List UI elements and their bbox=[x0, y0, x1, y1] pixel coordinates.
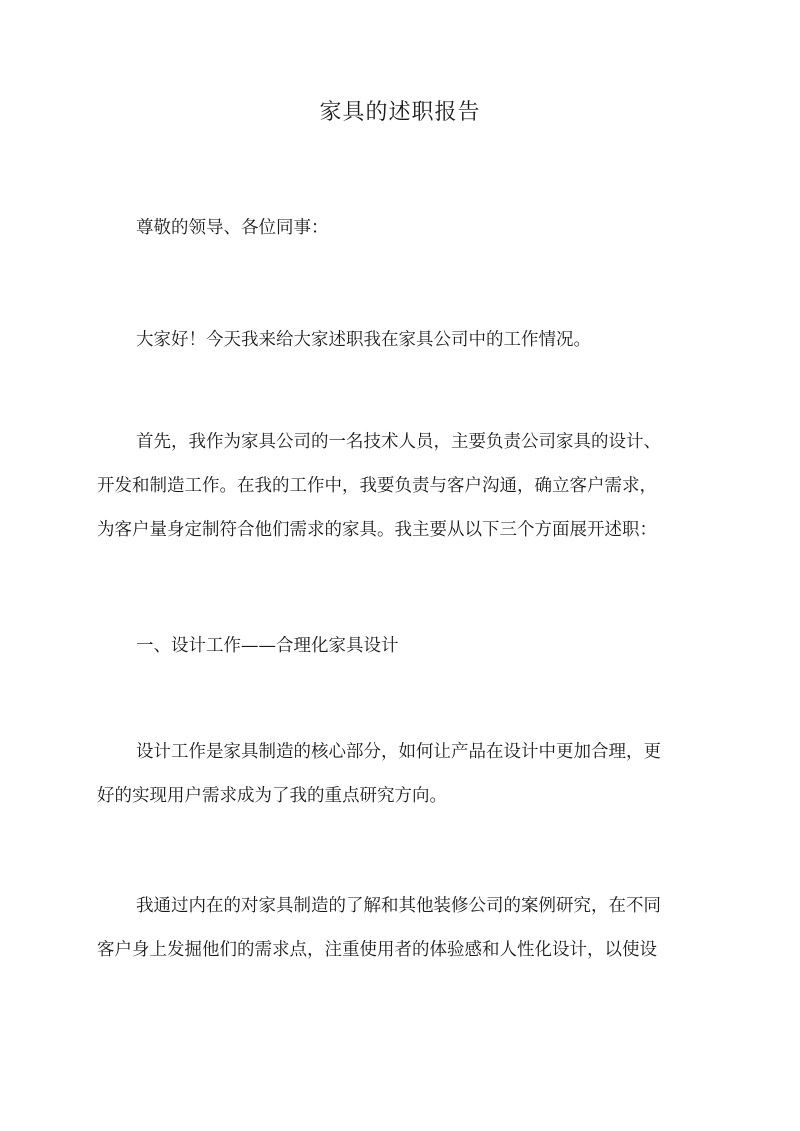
paragraph-line: 首先，我作为家具公司的一名技术人员，主要负责公司家具的设计、 bbox=[136, 432, 661, 452]
salutation-line: 尊敬的领导、各位同事： bbox=[136, 218, 329, 238]
section-heading-line: 一、设计工作——合理化家具设计 bbox=[136, 636, 399, 656]
paragraph-line: 大家好！今天我来给大家述职我在家具公司中的工作情况。 bbox=[136, 330, 591, 350]
paragraph-greeting bbox=[97, 318, 715, 362]
paragraph-line: 客户身上发掘他们的需求点，注重使用者的体验感和人性化设计，以使设 bbox=[97, 940, 657, 960]
paragraph-design-core bbox=[97, 730, 715, 818]
paragraph-introduction bbox=[97, 420, 715, 552]
paragraph-design-research bbox=[97, 884, 715, 972]
paragraph-line: 开发和制造工作。在我的工作中，我要负责与客户沟通，确立客户需求， bbox=[97, 476, 657, 496]
paragraph-line: 好的实现用户需求成为了我的重点研究方向。 bbox=[97, 786, 447, 806]
section-heading-design bbox=[97, 624, 715, 668]
paragraph-line: 我通过内在的对家具制造的了解和其他装修公司的案例研究，在不同 bbox=[136, 896, 661, 916]
paragraph-line: 设计工作是家具制造的核心部分，如何让产品在设计中更加合理，更 bbox=[136, 742, 661, 762]
document-title: 家具的述职报告 bbox=[319, 100, 481, 125]
salutation bbox=[97, 206, 715, 250]
paragraph-line: 为客户量身定制符合他们需求的家具。我主要从以下三个方面展开述职： bbox=[97, 520, 657, 540]
